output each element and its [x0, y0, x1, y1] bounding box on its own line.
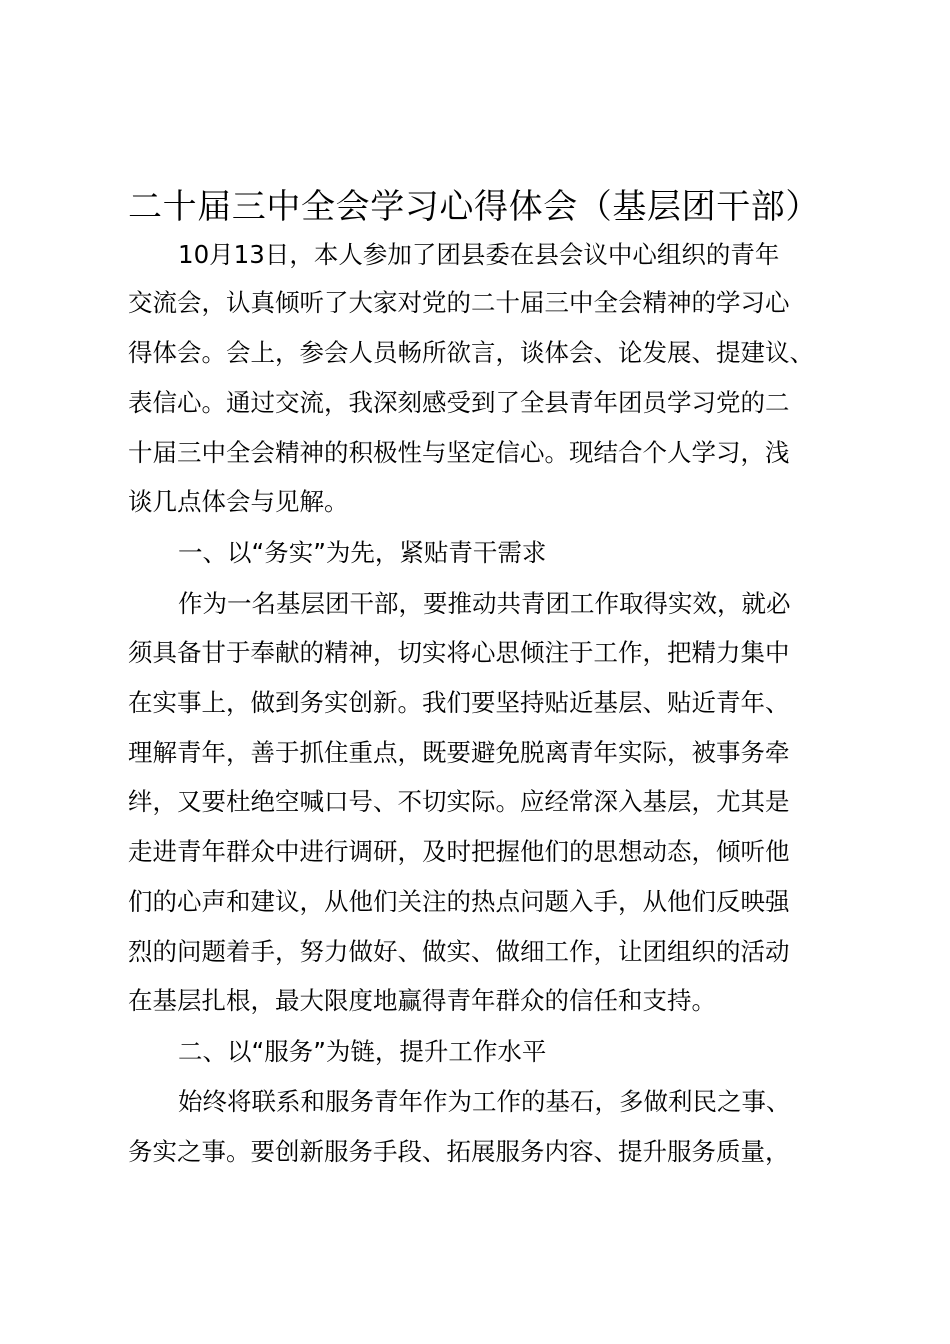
paragraph-1-line: 表信心。通过交流，我深刻感受到了全县青年团员学习党的二 — [128, 388, 790, 417]
paragraph-2-line: 理解青年，善于抓住重点，既要避免脱离青年实际，被事务牵 — [128, 738, 790, 767]
paragraph-2-line: 们的心声和建议，从他们关注的热点问题入手，从他们反映强 — [128, 887, 790, 916]
paragraph-1-line: 交流会，认真倾听了大家对党的二十届三中全会精神的学习心 — [128, 288, 790, 317]
paragraph-2-line: 走进青年群众中进行调研，及时把握他们的思想动态，倾听他 — [128, 837, 790, 866]
paragraph-2-line: 在基层扎根，最大限度地赢得青年群众的信任和支持。 — [128, 986, 716, 1015]
section-heading-2: 二、以“服务”为链，提升工作水平 — [178, 1037, 547, 1066]
paragraph-2-line: 在实事上，做到务实创新。我们要坚持贴近基层、贴近青年、 — [128, 688, 790, 717]
paragraph-2-line: 绊，又要杜绝空喊口号、不切实际。应经常深入基层，尤其是 — [128, 787, 790, 816]
paragraph-2-line: 烈的问题着手，努力做好、做实、做细工作，让团组织的活动 — [128, 937, 790, 966]
paragraph-1-line: 得体会。会上，参会人员畅所欲言，谈体会、论发展、提建议、 — [128, 338, 814, 367]
paragraph-2-line: 须具备甘于奉献的精神，切实将心思倾注于工作，把精力集中 — [128, 638, 790, 667]
section-heading-1: 一、以“务实”为先，紧贴青干需求 — [178, 538, 547, 567]
paragraph-3-line: 始终将联系和服务青年作为工作的基石，多做利民之事、 — [178, 1087, 791, 1116]
paragraph-1-line: 谈几点体会与见解。 — [128, 487, 349, 516]
paragraph-2-line: 作为一名基层团干部，要推动共青团工作取得实效，就必 — [178, 589, 791, 618]
paragraph-1-line: 10月13日，本人参加了团县委在县会议中心组织的青年 — [178, 240, 780, 269]
paragraph-3-line: 务实之事。要创新服务手段、拓展服务内容、提升服务质量， — [128, 1137, 790, 1166]
document-title: 二十届三中全会学习心得体会（基层团干部） — [128, 187, 820, 227]
paragraph-1-line: 十届三中全会精神的积极性与坚定信心。现结合个人学习，浅 — [128, 438, 790, 467]
